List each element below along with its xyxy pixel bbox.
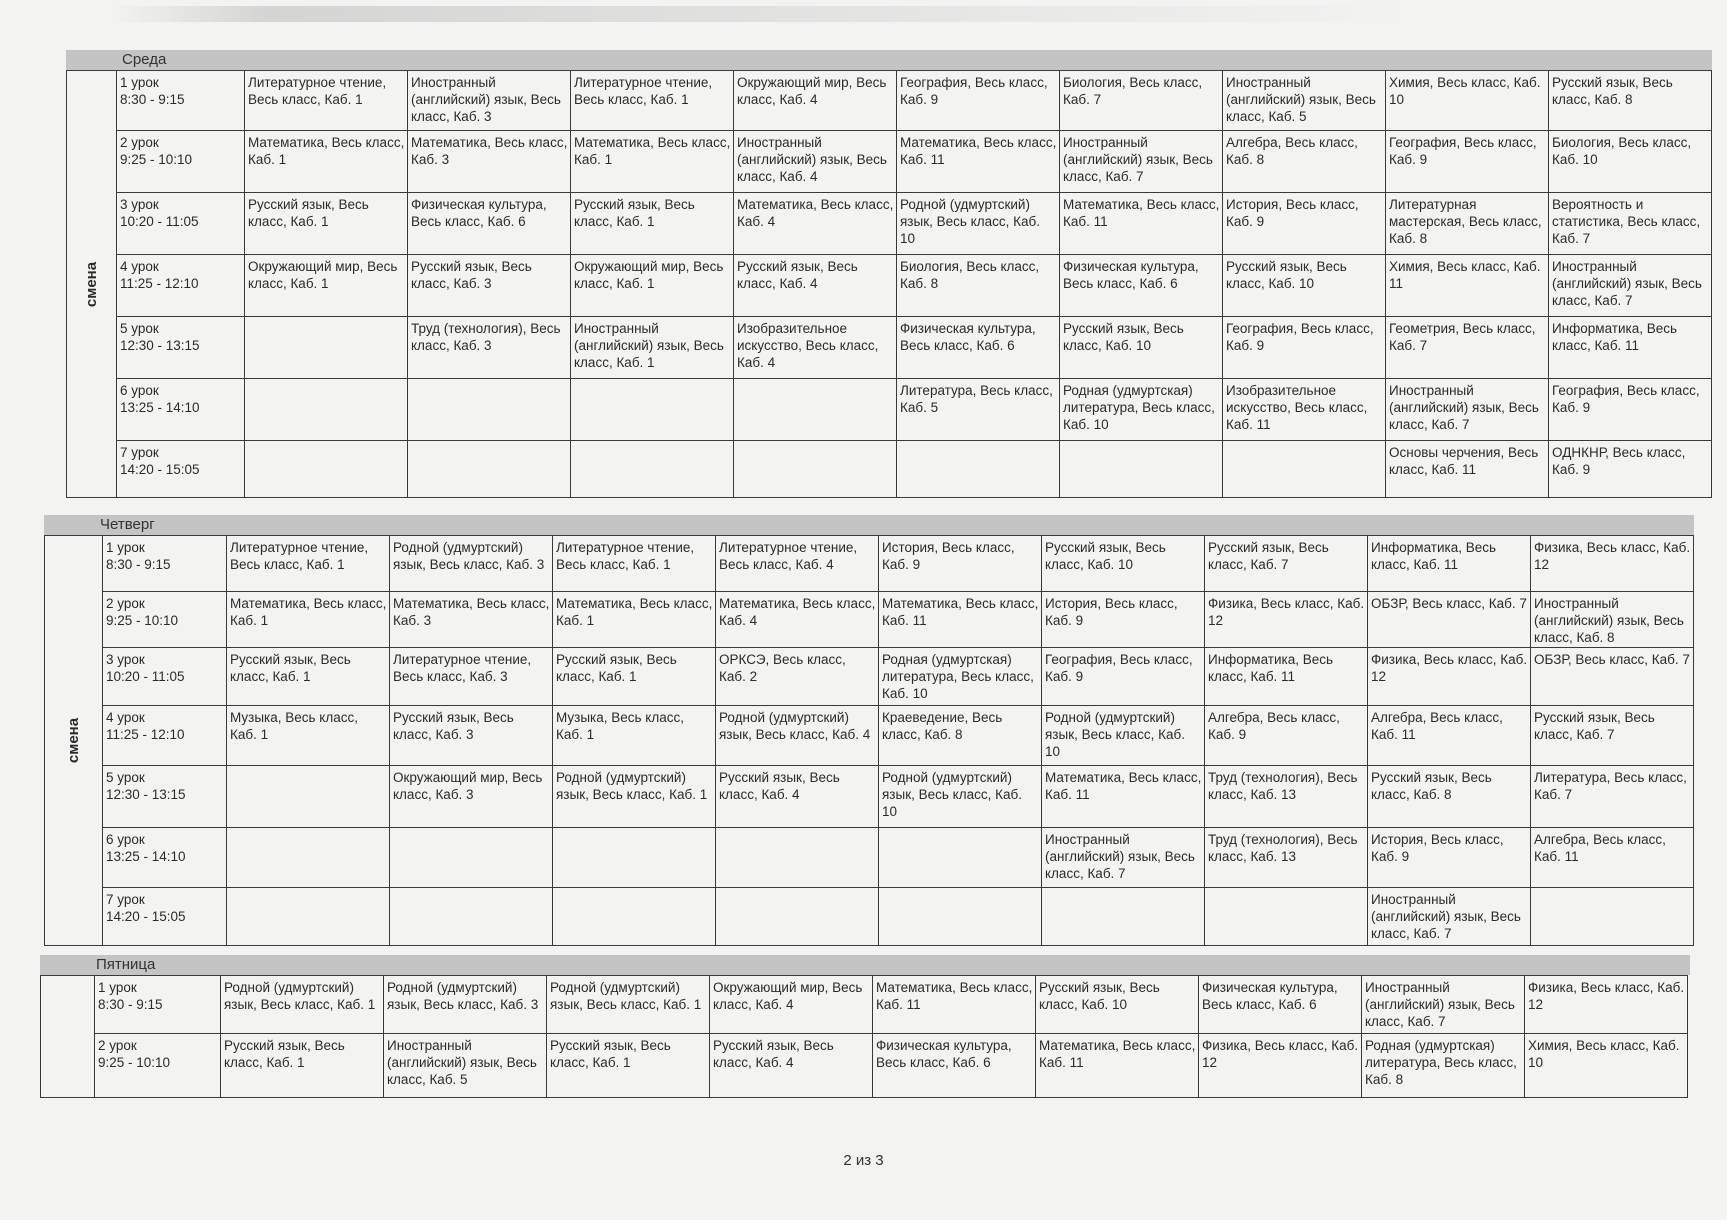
lesson-number: 3 урок (120, 197, 159, 212)
time-slot-cell (103, 766, 227, 828)
lesson-cell: Русский язык, Весь класс, Каб. 1 (553, 648, 716, 706)
lesson-number: 1 урок (120, 75, 159, 90)
lesson-cell: Иностранный (английский) язык, Весь класс, Каб. 7 (1042, 828, 1205, 888)
lesson-time: 11:25 - 12:10 (120, 276, 199, 291)
lesson-cell: Биология, Весь класс, Каб. 7 (1060, 71, 1223, 131)
lesson-cell: Окружающий мир, Весь класс, Каб. 1 (571, 255, 734, 317)
lesson-cell: Русский язык, Весь класс, Каб. 4 (710, 1034, 873, 1098)
lesson-time: 13:25 - 14:10 (120, 400, 200, 415)
lesson-number: 2 урок (120, 135, 159, 150)
lesson-row (67, 255, 1712, 317)
lesson-cell: Информатика, Весь класс, Каб. 11 (1549, 317, 1712, 379)
shift-cell (45, 536, 103, 946)
time-slot-cell (117, 71, 245, 131)
lesson-cell: География, Весь класс, Каб. 9 (1549, 379, 1712, 441)
lesson-cell: Литературная мастерская, Весь класс, Каб. 8 (1386, 193, 1549, 255)
lesson-cell: Родной (удмуртский) язык, Весь класс, Каб. 3 (390, 536, 553, 592)
lesson-cell: Иностранный (английский) язык, Весь класс, Каб. 4 (734, 131, 897, 193)
lesson-cell: Русский язык, Весь класс, Каб. 1 (571, 193, 734, 255)
lesson-cell: Родной (удмуртский) язык, Весь класс, Каб. 1 (547, 976, 710, 1034)
time-slot-cell (103, 536, 227, 592)
schedule-table (66, 70, 1712, 498)
lesson-number: 7 урок (106, 892, 145, 907)
lesson-cell (1531, 888, 1694, 946)
lesson-cell: Физика, Весь класс, Каб. 12 (1368, 648, 1531, 706)
lesson-number: 7 урок (120, 445, 159, 460)
lesson-cell (227, 766, 390, 828)
lesson-cell: Биология, Весь класс, Каб. 8 (897, 255, 1060, 317)
lesson-cell: Алгебра, Весь класс, Каб. 11 (1368, 706, 1531, 766)
lesson-row (45, 706, 1694, 766)
lesson-number: 6 урок (120, 383, 159, 398)
lesson-row (45, 536, 1694, 592)
lesson-cell: Литературное чтение, Весь класс, Каб. 1 (245, 71, 408, 131)
time-slot-cell (117, 317, 245, 379)
time-slot-cell (95, 976, 221, 1034)
lesson-cell: Геометрия, Весь класс, Каб. 7 (1386, 317, 1549, 379)
lesson-cell (1060, 441, 1223, 498)
lesson-cell: Русский язык, Весь класс, Каб. 10 (1223, 255, 1386, 317)
lesson-cell: Труд (технология), Весь класс, Каб. 13 (1205, 828, 1368, 888)
lesson-cell: Физическая культура, Весь класс, Каб. 6 (1199, 976, 1362, 1034)
lesson-cell: Родная (удмуртская) литература, Весь класс, Каб. 10 (879, 648, 1042, 706)
lesson-row (67, 441, 1712, 498)
lesson-row (41, 1034, 1688, 1098)
lesson-cell: Иностранный (английский) язык, Весь класс, Каб. 8 (1531, 592, 1694, 648)
lesson-row (45, 828, 1694, 888)
lesson-cell: Математика, Весь класс, Каб. 1 (245, 131, 408, 193)
lesson-cell (897, 441, 1060, 498)
lesson-cell (390, 828, 553, 888)
lesson-cell: Русский язык, Весь класс, Каб. 3 (408, 255, 571, 317)
lesson-cell: История, Весь класс, Каб. 9 (1042, 592, 1205, 648)
lesson-time: 8:30 - 9:15 (98, 997, 163, 1012)
day-header: Пятница (40, 955, 1690, 975)
time-slot-cell (117, 131, 245, 193)
lesson-number: 4 урок (120, 259, 159, 274)
lesson-cell: Алгебра, Весь класс, Каб. 11 (1531, 828, 1694, 888)
lesson-cell: Родной (удмуртский) язык, Весь класс, Каб. 1 (553, 766, 716, 828)
lesson-cell: Математика, Весь класс, Каб. 4 (716, 592, 879, 648)
scan-artifact (110, 6, 1410, 22)
lesson-cell: Алгебра, Весь класс, Каб. 8 (1223, 131, 1386, 193)
lesson-cell (716, 888, 879, 946)
lesson-cell: Физика, Весь класс, Каб. 12 (1525, 976, 1688, 1034)
lesson-cell (553, 888, 716, 946)
lesson-number: 4 урок (106, 710, 145, 725)
lesson-row (67, 71, 1712, 131)
lesson-row (45, 592, 1694, 648)
lesson-cell: Физическая культура, Весь класс, Каб. 6 (1060, 255, 1223, 317)
lesson-cell: География, Весь класс, Каб. 9 (1223, 317, 1386, 379)
lesson-cell: Физика, Весь класс, Каб. 12 (1531, 536, 1694, 592)
lesson-cell: Математика, Весь класс, Каб. 11 (1060, 193, 1223, 255)
lesson-cell (390, 888, 553, 946)
lesson-cell: Иностранный (английский) язык, Весь класс, Каб. 5 (1223, 71, 1386, 131)
lesson-cell: Литературное чтение, Весь класс, Каб. 3 (390, 648, 553, 706)
lesson-cell: Вероятность и статистика, Весь класс, Каб. 7 (1549, 193, 1712, 255)
schedule-table (44, 535, 1694, 946)
lesson-time: 14:20 - 15:05 (120, 462, 200, 477)
lesson-cell: ОБЗР, Весь класс, Каб. 7 (1531, 648, 1694, 706)
lesson-cell: Алгебра, Весь класс, Каб. 9 (1205, 706, 1368, 766)
lesson-cell (716, 828, 879, 888)
time-slot-cell (117, 193, 245, 255)
lesson-cell: Изобразительное искусство, Весь класс, Каб. 4 (734, 317, 897, 379)
lesson-cell (734, 441, 897, 498)
lesson-cell: Литературное чтение, Весь класс, Каб. 1 (553, 536, 716, 592)
lesson-cell: Родная (удмуртская) литература, Весь класс, Каб. 8 (1362, 1034, 1525, 1098)
lesson-cell: История, Весь класс, Каб. 9 (879, 536, 1042, 592)
lesson-time: 12:30 - 13:15 (120, 338, 200, 353)
lesson-cell: Математика, Весь класс, Каб. 11 (873, 976, 1036, 1034)
lesson-cell: Изобразительное искусство, Весь класс, Каб. 11 (1223, 379, 1386, 441)
lesson-row (67, 317, 1712, 379)
lesson-cell (1205, 888, 1368, 946)
lesson-cell: Русский язык, Весь класс, Каб. 10 (1060, 317, 1223, 379)
lesson-cell: Русский язык, Весь класс, Каб. 4 (734, 255, 897, 317)
lesson-cell: Информатика, Весь класс, Каб. 11 (1368, 536, 1531, 592)
lesson-cell: Литературное чтение, Весь класс, Каб. 1 (571, 71, 734, 131)
time-slot-cell (103, 828, 227, 888)
lesson-cell (1223, 441, 1386, 498)
lesson-cell: Иностранный (английский) язык, Весь класс, Каб. 7 (1549, 255, 1712, 317)
lesson-row (45, 888, 1694, 946)
lesson-cell (571, 441, 734, 498)
lesson-cell: Математика, Весь класс, Каб. 3 (408, 131, 571, 193)
time-slot-cell (103, 888, 227, 946)
lesson-cell: Родной (удмуртский) язык, Весь класс, Каб. 10 (897, 193, 1060, 255)
lesson-cell (227, 828, 390, 888)
shift-label: смена (83, 261, 100, 307)
lesson-time: 9:25 - 10:10 (98, 1055, 171, 1070)
lesson-cell: Родная (удмуртская) литература, Весь класс, Каб. 10 (1060, 379, 1223, 441)
lesson-cell: Физическая культура, Весь класс, Каб. 6 (897, 317, 1060, 379)
lesson-cell: Литература, Весь класс, Каб. 7 (1531, 766, 1694, 828)
lesson-row (67, 379, 1712, 441)
lesson-cell (227, 888, 390, 946)
lesson-cell: Литературное чтение, Весь класс, Каб. 4 (716, 536, 879, 592)
lesson-cell: Окружающий мир, Весь класс, Каб. 4 (710, 976, 873, 1034)
lesson-cell: География, Весь класс, Каб. 9 (1386, 131, 1549, 193)
lesson-cell: Математика, Весь класс, Каб. 11 (1042, 766, 1205, 828)
lesson-cell: Химия, Весь класс, Каб. 11 (1386, 255, 1549, 317)
lesson-cell: Иностранный (английский) язык, Весь класс, Каб. 3 (408, 71, 571, 131)
lesson-cell: География, Весь класс, Каб. 9 (1042, 648, 1205, 706)
lesson-cell: Биология, Весь класс, Каб. 10 (1549, 131, 1712, 193)
lesson-cell: География, Весь класс, Каб. 9 (897, 71, 1060, 131)
lesson-cell: Иностранный (английский) язык, Весь класс, Каб. 5 (384, 1034, 547, 1098)
lesson-cell: Музыка, Весь класс, Каб. 1 (227, 706, 390, 766)
time-slot-cell (103, 592, 227, 648)
lesson-cell: Родной (удмуртский) язык, Весь класс, Каб. 10 (1042, 706, 1205, 766)
day-header: Среда (66, 50, 1712, 70)
schedule-table (40, 975, 1688, 1098)
lesson-cell: Краеведение, Весь класс, Каб. 8 (879, 706, 1042, 766)
shift-label: смена (65, 717, 82, 764)
lesson-cell: ОБЗР, Весь класс, Каб. 7 (1368, 592, 1531, 648)
lesson-cell (245, 317, 408, 379)
lesson-cell: Окружающий мир, Весь класс, Каб. 4 (734, 71, 897, 131)
lesson-time: 9:25 - 10:10 (120, 152, 193, 167)
lesson-cell: Русский язык, Весь класс, Каб. 1 (227, 648, 390, 706)
page-number: 2 из 3 (843, 1152, 884, 1169)
lesson-number: 3 урок (106, 652, 145, 667)
lesson-cell: Родной (удмуртский) язык, Весь класс, Каб. 4 (716, 706, 879, 766)
shift-cell (41, 976, 95, 1098)
lesson-time: 13:25 - 14:10 (106, 849, 186, 864)
lesson-cell: История, Весь класс, Каб. 9 (1223, 193, 1386, 255)
lesson-cell: ОРКСЭ, Весь класс, Каб. 2 (716, 648, 879, 706)
shift-cell (67, 71, 117, 498)
lesson-cell: Русский язык, Весь класс, Каб. 7 (1205, 536, 1368, 592)
lesson-cell: Иностранный (английский) язык, Весь класс, Каб. 7 (1060, 131, 1223, 193)
lesson-cell: Иностранный (английский) язык, Весь класс, Каб. 7 (1362, 976, 1525, 1034)
lesson-cell: Русский язык, Весь класс, Каб. 7 (1531, 706, 1694, 766)
lesson-cell: Труд (технология), Весь класс, Каб. 13 (1205, 766, 1368, 828)
lesson-time: 10:20 - 11:05 (120, 214, 199, 229)
day-header: Четверг (44, 515, 1694, 535)
lesson-cell: Химия, Весь класс, Каб. 10 (1386, 71, 1549, 131)
lesson-cell (408, 441, 571, 498)
lesson-cell: Русский язык, Весь класс, Каб. 8 (1549, 71, 1712, 131)
lesson-time: 8:30 - 9:15 (106, 557, 171, 572)
lesson-cell: Русский язык, Весь класс, Каб. 10 (1042, 536, 1205, 592)
lesson-cell: Математика, Весь класс, Каб. 11 (897, 131, 1060, 193)
lesson-cell: Русский язык, Весь класс, Каб. 1 (245, 193, 408, 255)
lesson-cell: Математика, Весь класс, Каб. 3 (390, 592, 553, 648)
lesson-cell: Окружающий мир, Весь класс, Каб. 3 (390, 766, 553, 828)
time-slot-cell (103, 648, 227, 706)
lesson-cell: Физическая культура, Весь класс, Каб. 6 (408, 193, 571, 255)
lesson-cell: Родной (удмуртский) язык, Весь класс, Каб. 1 (221, 976, 384, 1034)
time-slot-cell (117, 255, 245, 317)
lesson-cell: Русский язык, Весь класс, Каб. 1 (547, 1034, 710, 1098)
lesson-number: 5 урок (120, 321, 159, 336)
lesson-cell (245, 441, 408, 498)
lesson-cell: Химия, Весь класс, Каб. 10 (1525, 1034, 1688, 1098)
lesson-number: 5 урок (106, 770, 145, 785)
lesson-number: 2 урок (98, 1038, 137, 1053)
lesson-cell: Труд (технология), Весь класс, Каб. 3 (408, 317, 571, 379)
time-slot-cell (117, 379, 245, 441)
lesson-cell: Информатика, Весь класс, Каб. 11 (1205, 648, 1368, 706)
lesson-cell: Математика, Весь класс, Каб. 11 (1036, 1034, 1199, 1098)
lesson-number: 1 урок (98, 980, 137, 995)
lesson-row (45, 766, 1694, 828)
lesson-cell: Математика, Весь класс, Каб. 4 (734, 193, 897, 255)
lesson-cell: Математика, Весь класс, Каб. 11 (879, 592, 1042, 648)
lesson-cell: Основы черчения, Весь класс, Каб. 11 (1386, 441, 1549, 498)
lesson-cell: Русский язык, Весь класс, Каб. 4 (716, 766, 879, 828)
lesson-cell: Математика, Весь класс, Каб. 1 (571, 131, 734, 193)
lesson-number: 1 урок (106, 540, 145, 555)
lesson-cell: История, Весь класс, Каб. 9 (1368, 828, 1531, 888)
lesson-cell: Физическая культура, Весь класс, Каб. 6 (873, 1034, 1036, 1098)
lesson-row (67, 131, 1712, 193)
lesson-row (41, 976, 1688, 1034)
lesson-cell: Физика, Весь класс, Каб. 12 (1199, 1034, 1362, 1098)
lesson-cell: Родной (удмуртский) язык, Весь класс, Каб. 3 (384, 976, 547, 1034)
lesson-cell: Математика, Весь класс, Каб. 1 (227, 592, 390, 648)
lesson-cell: Русский язык, Весь класс, Каб. 10 (1036, 976, 1199, 1034)
lesson-time: 10:20 - 11:05 (106, 669, 185, 684)
lesson-cell: Иностранный (английский) язык, Весь класс, Каб. 7 (1386, 379, 1549, 441)
time-slot-cell (117, 441, 245, 498)
lesson-number: 2 урок (106, 596, 145, 611)
lesson-cell: Родной (удмуртский) язык, Весь класс, Каб. 10 (879, 766, 1042, 828)
lesson-cell: ОДНКНР, Весь класс, Каб. 9 (1549, 441, 1712, 498)
lesson-cell: Физика, Весь класс, Каб. 12 (1205, 592, 1368, 648)
lesson-number: 6 урок (106, 832, 145, 847)
lesson-cell: Русский язык, Весь класс, Каб. 3 (390, 706, 553, 766)
lesson-cell (734, 379, 897, 441)
lesson-cell: Русский язык, Весь класс, Каб. 1 (221, 1034, 384, 1098)
lesson-cell: Музыка, Весь класс, Каб. 1 (553, 706, 716, 766)
lesson-cell (1042, 888, 1205, 946)
lesson-row (67, 193, 1712, 255)
lesson-cell (245, 379, 408, 441)
lesson-row (45, 648, 1694, 706)
lesson-cell (879, 828, 1042, 888)
lesson-cell: Иностранный (английский) язык, Весь класс, Каб. 7 (1368, 888, 1531, 946)
lesson-time: 8:30 - 9:15 (120, 92, 185, 107)
lesson-cell (571, 379, 734, 441)
lesson-cell (408, 379, 571, 441)
lesson-cell: Окружающий мир, Весь класс, Каб. 1 (245, 255, 408, 317)
lesson-cell: Литература, Весь класс, Каб. 5 (897, 379, 1060, 441)
lesson-time: 9:25 - 10:10 (106, 613, 179, 628)
lesson-cell (879, 888, 1042, 946)
lesson-cell (553, 828, 716, 888)
lesson-cell: Литературное чтение, Весь класс, Каб. 1 (227, 536, 390, 592)
lesson-time: 14:20 - 15:05 (106, 909, 186, 924)
lesson-cell: Математика, Весь класс, Каб. 1 (553, 592, 716, 648)
lesson-time: 11:25 - 12:10 (106, 727, 185, 742)
time-slot-cell (103, 706, 227, 766)
lesson-time: 12:30 - 13:15 (106, 787, 186, 802)
time-slot-cell (95, 1034, 221, 1098)
lesson-cell: Русский язык, Весь класс, Каб. 8 (1368, 766, 1531, 828)
lesson-cell: Иностранный (английский) язык, Весь класс, Каб. 1 (571, 317, 734, 379)
